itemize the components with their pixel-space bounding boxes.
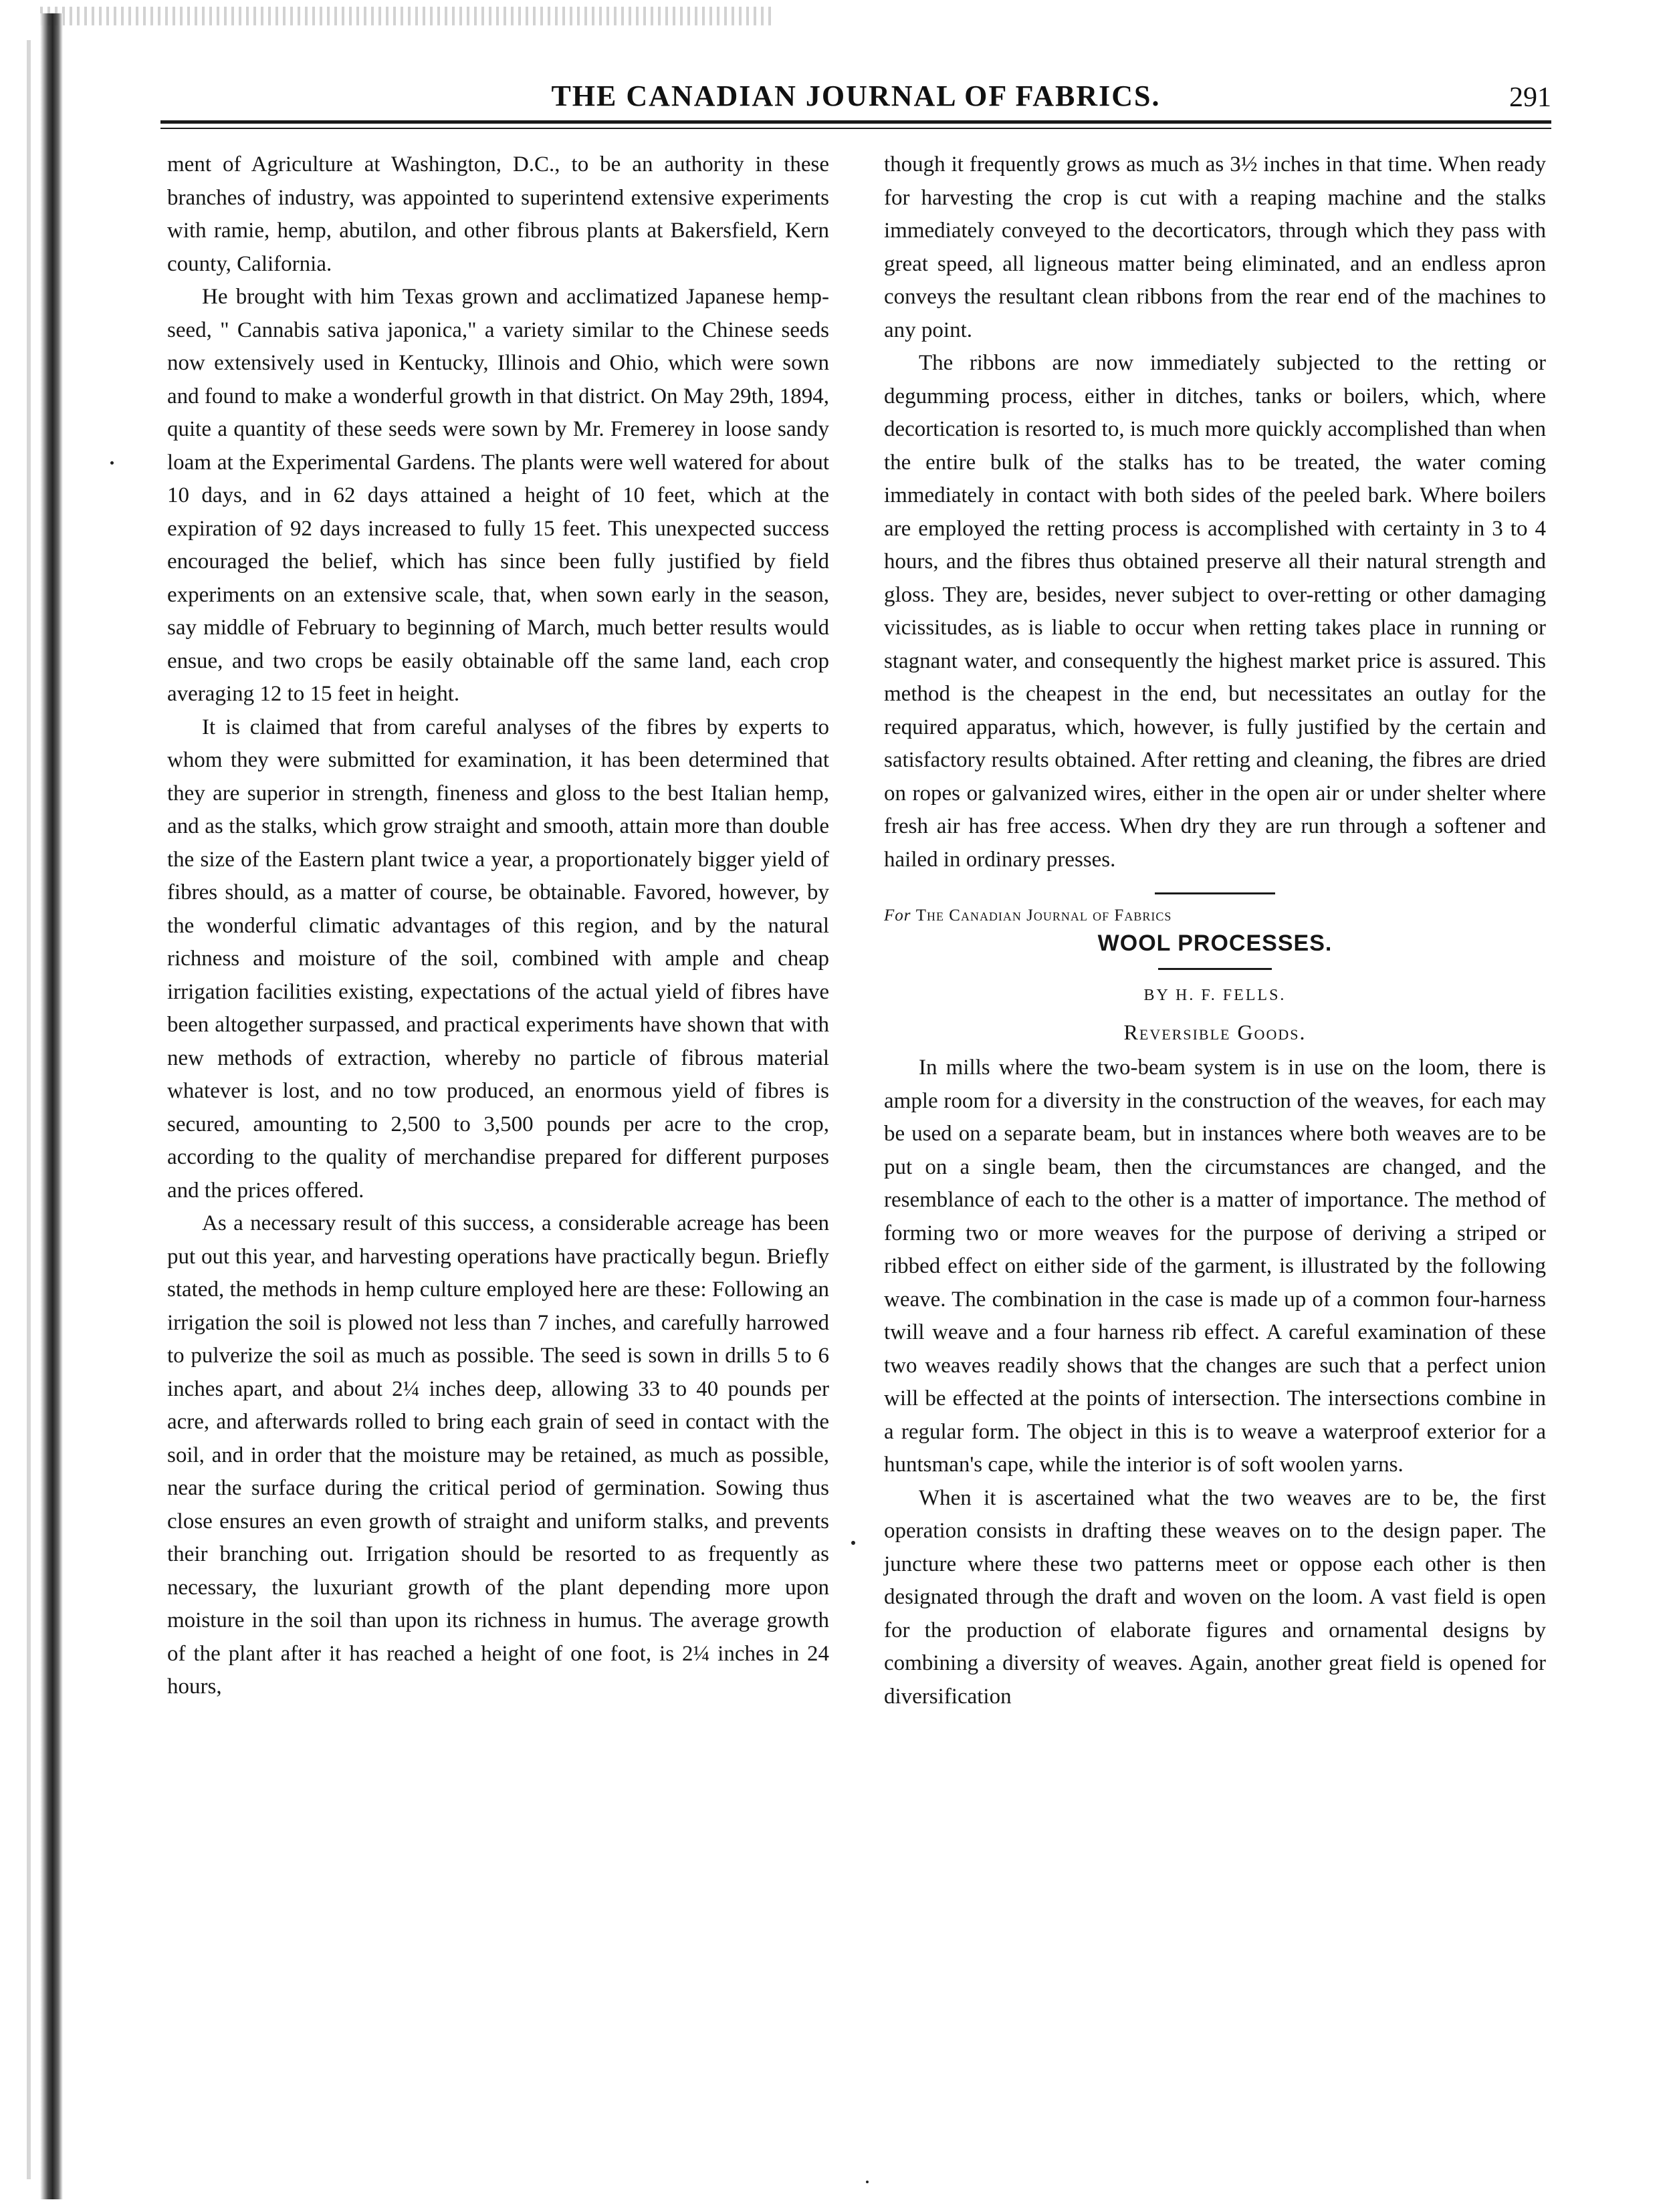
scan-noise bbox=[40, 7, 776, 25]
credit-journal: The Canadian Journal of Fabrics bbox=[915, 906, 1172, 925]
credit-prefix: For bbox=[884, 906, 911, 925]
right-column bbox=[884, 148, 1546, 1713]
scan-speck bbox=[866, 2181, 869, 2183]
header-rule-thin bbox=[160, 128, 1551, 129]
left-column bbox=[167, 148, 829, 1704]
paragraph: In mills where the two-beam system is in use on the loom, there is ample room for a diversity in the construction of the weaves, for each may be used on a separate beam, but in instances where both weaves are to be put on a single beam, then the circumstances are changed, and the resemblance of each to the other is a matter of importance. The method of forming two or more weaves for the purpose of deriving a striped or ribbed effect on either side of the garment, is illustrated by the following weave. The combination in the case is made up of a common four-harness twill weave and a four harness rib effect. A careful examination of these two weaves readily shows that the changes are such that a perfect union will be effected at the points of intersection. The intersections combine in a regular form. The object in this is to weave a waterproof exterior for a huntsman's cape, while the interior is of soft woolen yarns. bbox=[884, 1056, 1546, 1477]
paragraph: He brought with him Texas grown and acclimatized Japanese hemp-seed, " Cannabis sativa japonica," a variety similar to the Chinese seeds now extensively used in Kentucky, Illinois and Ohio, which were sown and found to make a wonderful growth in that district. On May 29th, 1894, quite a quantity of these seeds were sown by Mr. Fremerey in loose sandy loam at the Experimental Gardens. The plants were well watered for about 10 days, and in 62 days attained a height of 10 feet, which at the expiration of 92 days increased to fully 15 feet. This unexpected success encouraged the belief, which has since been fully justified by field experiments on an extensive scale, that, when sown early in the season, say middle of February to beginning of March, much better results would ensue, and two crops be easily obtainable off the same land, each crop averaging 12 to 15 feet in height. bbox=[167, 285, 829, 706]
binding-shadow bbox=[27, 40, 31, 2179]
page-header bbox=[160, 79, 1551, 126]
article-title: WOOL PROCESSES. bbox=[1097, 931, 1333, 956]
article-credit bbox=[884, 904, 1546, 928]
paragraph: ment of Agriculture at Washington, D.C., to be an authority in these branches of industry, was appointed to superintend extensive experiments with ramie, hemp, abutilon, and other fibrous plants at Bakersfield, Kern county, California. bbox=[167, 152, 829, 276]
section-divider bbox=[1155, 892, 1275, 894]
paragraph: When it is ascertained what the two weaves are to be, the first operation consists in drafting these weaves on to the design paper. The juncture where these two patterns meet or oppose each other is then designated through the draft and woven on the loom. A vast field is open for the production of elaborate figures and ornamental designs by combining a diversity of weaves. Again, another great field is opened for diversification bbox=[884, 1485, 1546, 1709]
page-number: 291 bbox=[1509, 82, 1551, 113]
header-rule-thick bbox=[160, 120, 1551, 124]
scan-speck bbox=[110, 461, 114, 465]
paragraph: As a necessary result of this success, a considerable acreage has been put out this year, and harvesting operations have practically begun. Briefly stated, the methods in hemp culture employed here are these: Following an irrigation the soil is plowed not less than 7 inches, and carefully harrowed to pulverize the soil as much as possible. The seed is sown in drills 5 to 6 inches apart, and about 2¼ inches deep, allowing 33 to 40 pounds per acre, and afterwards rolled to bring each grain of seed in contact with the soil, and in order that the moisture may be retained, as much as possible, near the surface during the critical period of germination. Sowing thus close ensures an even growth of straight and uniform stalks, and prevents their branching out. Irrigation should be resorted to as frequently as necessary, the luxuriant growth of the plant depending more upon moisture in the soil than upon its richness in humus. The average growth of the plant after it has reached a height of one foot, is 2¼ inches in 24 hours, bbox=[167, 1211, 829, 1699]
title-rule bbox=[1158, 968, 1272, 970]
paragraph: It is claimed that from careful analyses of the fibres by experts to whom they were submitted for examination, it has been determined that they are superior in strength, fineness and gloss to the best Italian hemp, and as the stalks, which grow straight and smooth, attain more than double the size of the Eastern plant twice a year, a proportionately bigger yield of fibres should, as a matter of course, be obtainable. Favored, however, by the wonderful climatic advantages of this region, and by the natural richness and moisture of the soil, combined with ample and cheap irrigation facilities existing, expectations of the actual yield of fibres have been altogether surpassed, and practical experiments have shown that with new methods of extraction, whereby no particle of fibrous material whatever is lost, and no tow produced, an enormous yield of fibres is secured, amounting to 2,500 to 3,500 pounds per acre to the crop, according to the quality of merchandise prepared for different purposes and the prices offered. bbox=[167, 715, 829, 1203]
scan-speck bbox=[851, 1541, 855, 1545]
running-head: THE CANADIAN JOURNAL OF FABRICS. bbox=[551, 80, 1161, 112]
section-heading: Reversible Goods. bbox=[1123, 1020, 1307, 1044]
byline: BY H. F. FELLS. bbox=[1143, 987, 1287, 1004]
paragraph: though it frequently grows as much as 3½ inches in that time. When ready for harvesting the crop is cut with a reaping machine and the stalks immediately conveyed to the decorticators, through which they pass with great speed, all ligneous matter being eliminated, and an endless apron conveys the resultant clean ribbons from the rear end of the machines to any point. bbox=[884, 152, 1546, 342]
paragraph: The ribbons are now immediately subjected to the retting or degumming process, either in ditches, tanks or boilers, which, where decortication is resorted to, is much more quickly accomplished than when the entire bulk of the stalks has to be treated, the water coming immediately in contact with both sides of the peeled bark. Where boilers are employed the retting process is accomplished with certainty in 3 to 4 hours, and the fibres thus obtained preserve all their natural strength and gloss. They are, besides, never subject to over-retting or other damaging vicissitudes, as is liable to occur when retting takes place in running or stagnant water, and consequently the highest market price is assured. This method is the cheapest in the end, but necessitates an outlay for the required apparatus, which, however, is fully justified by the certain and satisfactory results obtained. After retting and cleaning, the fibres are dried on ropes or galvanized wires, either in the open air or under shelter where fresh air has free access. When dry they are run through a softener and hailed in ordinary presses. bbox=[884, 351, 1546, 872]
binding-edge bbox=[40, 13, 63, 2199]
